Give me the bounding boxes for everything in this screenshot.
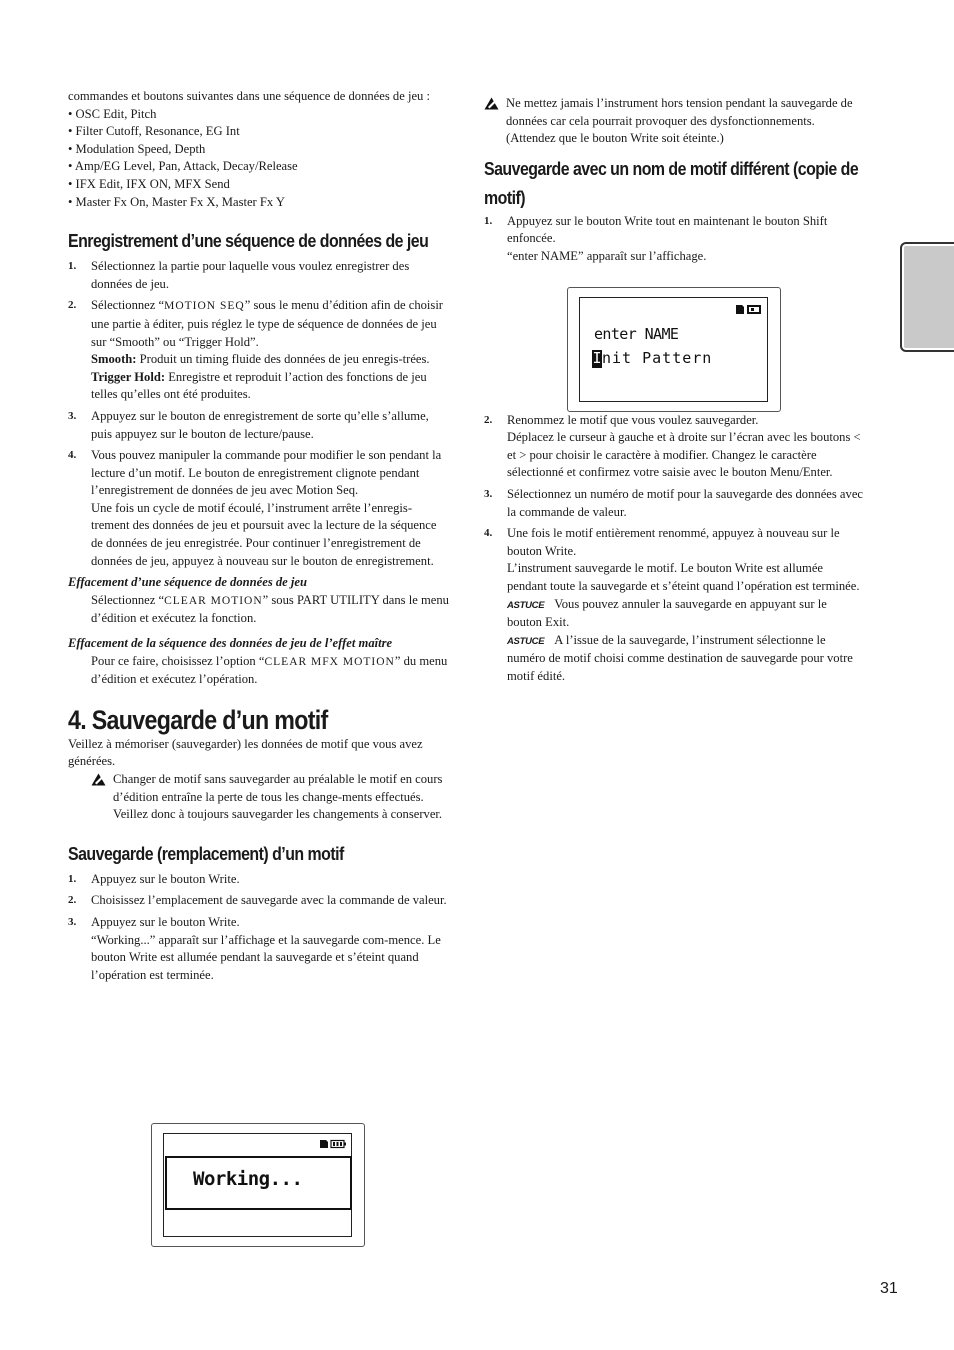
- step-item: [68, 914, 450, 984]
- step-item: [68, 871, 450, 889]
- tip-note: ASTUCE A l’issue de la sauvegarde, l’instrument sélectionne le numéro de motif choisi comme destination de sauvegarde pour votre motif édité.: [507, 632, 853, 683]
- tip-note: ASTUCE Vous pouvez annuler la sauvegarde en appuyant sur le bouton Exit.: [507, 596, 827, 630]
- subheading-erase-master: Effacement de la séquence des données de jeu de l’effet maître: [68, 636, 393, 651]
- step-text: Vous pouvez manipuler la commande pour modifier le son pendant la lecture d’un motif. Le bouton de enregistrement clignote pendant l’enregistrement de données de jeu avec Motion Seq.: [91, 448, 442, 498]
- page-number: 31: [880, 1280, 898, 1297]
- lcd-line-2: [592, 350, 712, 369]
- step-text: Déplacez le curseur à gauche et à droite sur l’écran avec les boutons < et > pour choisir le caractère à modifier. Changez le caractère sélectionné et confirmez votre saisie avec le bouton Menu/Enter.: [507, 430, 861, 480]
- step-text: “enter NAME” apparaît sur l’affichage.: [507, 248, 707, 263]
- lcd-working-text: Working...: [193, 1168, 303, 1190]
- caution-note: [68, 771, 450, 824]
- lcd-display-enter-name: [567, 287, 781, 412]
- step-text: Appuyez sur le bouton Write.: [91, 914, 240, 929]
- caution-icon: [484, 97, 499, 110]
- caution-note: [461, 95, 864, 148]
- memory-battery-icon: [319, 1139, 347, 1149]
- bullet-item: • Modulation Speed, Depth: [68, 141, 206, 156]
- lcd-cursor: I: [592, 349, 602, 367]
- step-item: [484, 213, 864, 266]
- bullet-item: • Filter Cutoff, Resonance, EG Int: [68, 124, 240, 139]
- trigger-hold-desc: Trigger Hold: Enregistre et reproduit l’action des fonctions de jeu telles qu’elles ont été produites.: [91, 369, 427, 402]
- step-item: [68, 258, 450, 293]
- step-number: 3.: [484, 487, 493, 500]
- step-text: L’instrument sauvegarde le motif. Le bouton Write est allumée pendant toute la sauvegarde et s’éteint quand l’opération est terminée.: [507, 561, 860, 593]
- step-text: Sélectionnez la partie pour laquelle vous voulez enregistrer des données de jeu.: [91, 259, 410, 291]
- step-number: 1.: [68, 872, 77, 885]
- intro-text: commandes et boutons suivantes dans une séquence de données de jeu :: [68, 89, 430, 103]
- step-text: Renommez le motif que vous voulez sauvegarder.: [507, 412, 759, 427]
- left-column: [68, 88, 450, 988]
- chapter-title: 4. Sauvegarde d’un motif: [68, 704, 328, 735]
- section-heading-recording: Enregistrement d’une séquence de données de jeu: [68, 230, 429, 252]
- step-item: [484, 486, 864, 521]
- step-number: 3.: [68, 915, 77, 928]
- save-intro: Veillez à mémoriser (sauvegarder) les données de motif que vous avez générées.: [68, 736, 423, 769]
- step-number: 4.: [484, 527, 493, 540]
- step-item: [68, 408, 450, 443]
- step-text: Choisissez l’emplacement de sauvegarde avec la commande de valeur.: [91, 893, 447, 908]
- step-number: 1.: [68, 260, 77, 273]
- step-number: 2.: [68, 894, 77, 907]
- step-item: [484, 525, 864, 685]
- step-text: Sélectionnez un numéro de motif pour la sauvegarde des données avec la commande de valeur.: [507, 486, 863, 519]
- step-item: [68, 447, 450, 570]
- step-number: 2.: [484, 413, 493, 426]
- bullet-item: • OSC Edit, Pitch: [68, 106, 157, 121]
- step-text: Une fois le motif entièrement renommé, appuyez à nouveau sur le bouton Write.: [507, 526, 840, 558]
- step-number: 4.: [68, 449, 77, 462]
- erase-sequence-text: Sélectionnez “CLEAR MOTION” sous PART UTILITY dans le menu d’édition et exécutez la fonction.: [91, 592, 449, 626]
- chapter-tab: [900, 242, 954, 352]
- step-text: Sélectionnez “MOTION SEQ” sous le menu d’édition afin de choisir une partie à éditer, puis réglez le type de séquence de données de jeu sur “Smooth” ou “Trigger Hold”.: [91, 298, 444, 349]
- step-text: “Working...” apparaît sur l’affichage et la sauvegarde com-mence. Le bouton Write est allumée pendant la sauvegarde et s’éteint quand l’opération est terminée.: [91, 932, 441, 982]
- lcd-screen: [163, 1133, 352, 1237]
- lcd-display-working: [151, 1123, 365, 1247]
- caution-icon: [91, 773, 106, 786]
- step-item: [68, 892, 450, 910]
- caution-text: Ne mettez jamais l’instrument hors tension pendant la sauvegarde de données car cela pourrait provoquer des dysfonctionnements. (Attendez que le bouton Write soit éteinte.): [506, 96, 853, 146]
- section-heading-overwrite: Sauvegarde (remplacement) d’un motif: [68, 842, 344, 864]
- subheading-erase-sequence: Effacement d’une séquence de données de jeu: [68, 575, 308, 590]
- step-text: Appuyez sur le bouton Write tout en maintenant le bouton Shift enfoncée.: [507, 213, 828, 246]
- step-item: [484, 412, 864, 482]
- tip-tag: ASTUCE: [507, 635, 545, 647]
- lcd-highlight-box: [165, 1156, 352, 1210]
- step-number: 3.: [68, 409, 77, 422]
- lcd-pattern-name: nit Pattern: [602, 349, 713, 367]
- step-number: 1.: [484, 214, 493, 227]
- caution-text: Changer de motif sans sauvegarder au préalable le motif en cours d’édition entraîne la perte de tous les change-ments effectués. Veillez donc à toujours sauvegarder les changements à conserver.: [113, 772, 443, 822]
- section-heading-copy: Sauvegarde avec un nom de motif différent (copie de motif): [484, 157, 859, 208]
- smooth-desc: Smooth: Produit un timing fluide des données de jeu enregis-trées.: [91, 352, 430, 367]
- memory-battery-icon: [735, 304, 763, 315]
- tip-tag: ASTUCE: [507, 599, 545, 611]
- step-text: Appuyez sur le bouton de enregistrement de sorte qu’elle s’allume, puis appuyez sur le bouton de lecture/pause.: [91, 408, 429, 441]
- bullet-item: • Amp/EG Level, Pan, Attack, Decay/Release: [68, 159, 298, 174]
- bullet-item: • Master Fx On, Master Fx X, Master Fx Y: [68, 194, 285, 209]
- bullet-item: • IFX Edit, IFX ON, MFX Send: [68, 176, 230, 191]
- step-item: [68, 297, 450, 404]
- erase-master-text: Pour ce faire, choisissez l’option “CLEAR MFX MOTION” du menu d’édition et exécutez l’opération.: [91, 653, 448, 687]
- lcd-screen: [579, 297, 768, 402]
- lcd-line-1: enter NAME: [594, 325, 679, 343]
- step-text: Une fois un cycle de motif écoulé, l’instrument arrête l’enregis-trement des données de jeu et poursuit avec la lecture de la séquence de données de jeu enregistrée. Pour continuer l’enregistrement de données de jeu, appuyez à nouveau sur le bouton de enregistrement.: [91, 500, 437, 568]
- step-text: Appuyez sur le bouton Write.: [91, 871, 240, 886]
- step-number: 2.: [68, 299, 77, 312]
